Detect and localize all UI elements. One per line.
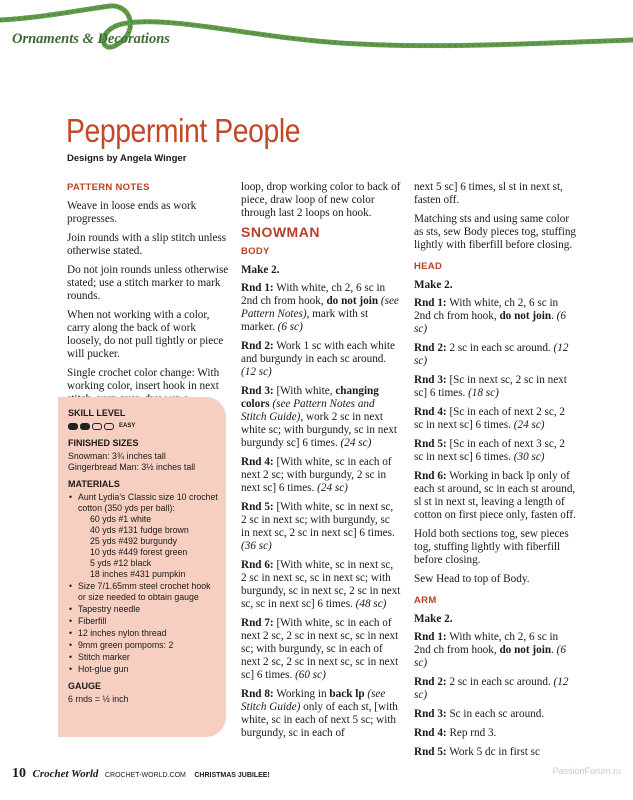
- skill-segment: [80, 423, 90, 430]
- byline: Designs by Angela Winger: [67, 153, 187, 164]
- rnd-7: Rnd 7: [With white, sc in each of next 2 sc, 2 sc in next sc, sc in next sc; with burgundy, sc in each of next 2 sc, 2 sc in next sc, sc in next sc] 6 times. (60 sc): [241, 617, 399, 681]
- color-item: 10 yds #449 forest green: [90, 547, 188, 557]
- make-count: Make 2.: [241, 264, 280, 276]
- materials-heading: MATERIALS: [68, 479, 120, 489]
- note-2: Join rounds with a slip stitch unless otherwise stated.: [67, 232, 227, 257]
- arm-rnd-3: Rnd 3: Sc in each sc around.: [414, 708, 545, 720]
- info-box: [58, 397, 226, 737]
- pattern-notes-heading: PATTERN NOTES: [67, 182, 150, 193]
- color-item: 40 yds #131 fudge brown: [90, 525, 189, 535]
- size-snowman: Snowman: 3¾ inches tall: [68, 451, 166, 461]
- color-item: 5 yds #12 black: [90, 558, 152, 568]
- rnd-8: Rnd 8: Working in back lp (see Stitch Guide) only of each st, [with white, sc in each of next 5 sc; with burgundy, sc in each of: [241, 688, 398, 739]
- finished-sizes-heading: FINISHED SIZES: [68, 438, 139, 448]
- size-gingerbread: Gingerbread Man: 3½ inches tall: [68, 462, 196, 472]
- column-1: [67, 181, 232, 412]
- section-tag: Ornaments & Decorations: [12, 31, 170, 47]
- material-item: • Stitch marker: [78, 652, 220, 663]
- edition-name: CHRISTMAS JUBILEE!: [194, 772, 270, 779]
- rnd-4: Rnd 4: [With white, sc in each of next 2 sc; with burgundy, 2 sc in next sc] 6 times. (24 sc): [241, 456, 392, 494]
- note-3: Do not join rounds unless otherwise stated; use a stitch marker to mark rounds.: [67, 264, 229, 302]
- magazine-name: Crochet World: [32, 768, 99, 780]
- note-5: Single crochet color change: With working color, insert hook in next: [67, 367, 220, 392]
- column-3: [414, 181, 576, 765]
- head-rnd-1: Rnd 1: With white, ch 2, 6 sc in 2nd ch from hook, do not join. (6 sc): [414, 297, 566, 335]
- head-rnd-5: Rnd 5: [Sc in each of next 3 sc, 2 sc in next sc] 6 times. (30 sc): [414, 438, 566, 463]
- magazine-site: CROCHET-WORLD.COM: [104, 772, 186, 779]
- arm-rnd-4: Rnd 4: Rep rnd 3.: [414, 727, 497, 739]
- gauge-heading: GAUGE: [68, 681, 102, 691]
- head-rnd-4: Rnd 4: [Sc in each of next 2 sc, 2 sc in next sc] 6 times. (24 sc): [414, 406, 566, 431]
- make-count: Make 2.: [414, 613, 453, 625]
- material-item: • Size 7/1.65mm steel crochet hook or size needed to obtain gauge: [78, 581, 220, 603]
- gauge-value: 6 rnds = ½ inch: [68, 694, 129, 704]
- rnd-5: Rnd 5: [With white, sc in next sc, 2 sc in next sc; with burgundy, sc in next sc, 2 sc in next sc] 6 times. (36 sc): [241, 501, 395, 552]
- skill-segment: [68, 423, 78, 430]
- color-item: 18 inches #431 pumpkin: [90, 569, 186, 579]
- arm-rnd-5: Rnd 5: Work 5 dc in first sc: [414, 746, 540, 758]
- skill-segment: [92, 423, 102, 430]
- skill-level-meter: [68, 421, 220, 432]
- skill-level-heading: SKILL LEVEL: [68, 408, 126, 418]
- material-item: • 12 inches nylon thread: [78, 628, 220, 639]
- watermark: PassionForum.ru: [552, 766, 621, 776]
- note-4: When not working with a color, carry along the back of work loosely, do not pull tightly or piece will pucker.: [67, 309, 224, 360]
- rnd-2: Rnd 2: Work 1 sc with each white and burgundy in each sc around. (12 sc): [241, 340, 395, 378]
- material-item: • Hot-glue gun: [78, 664, 220, 675]
- arm-heading: ARM: [414, 595, 437, 606]
- page-number: 10: [12, 766, 26, 781]
- rnd-6: Rnd 6: [With white, sc in next sc, 2 sc in next sc, sc in next sc; with burgundy, sc in next sc, 2 sc in next sc, sc in next sc] 6 times. (48 sc): [241, 559, 401, 610]
- page-title: Peppermint People: [66, 112, 301, 149]
- snowman-heading: SNOWMAN: [241, 224, 320, 240]
- make-count: Make 2.: [414, 279, 453, 291]
- column-2: [241, 181, 401, 746]
- page-footer: [12, 766, 270, 782]
- hold-text: Hold both sections tog, sew pieces tog, stuffing lightly with fiberfill before closing.: [414, 528, 569, 566]
- arm-rnd-2: Rnd 2: 2 sc in each sc around. (12 sc): [414, 676, 569, 701]
- body-heading: BODY: [241, 246, 270, 257]
- head-heading: HEAD: [414, 261, 443, 272]
- head-rnd-2: Rnd 2: 2 sc in each sc around. (12 sc): [414, 342, 569, 367]
- skill-segment: [104, 423, 114, 430]
- color-item: 25 yds #492 burgundy: [90, 536, 178, 546]
- material-item: • Fiberfill: [78, 616, 220, 627]
- continued-text: next 5 sc] 6 times, sl st in next st, fasten off.: [414, 181, 563, 206]
- material-item: • 9mm green pompoms: 2: [78, 640, 220, 651]
- arm-rnd-1: Rnd 1: With white, ch 2, 6 sc in 2nd ch from hook, do not join. (6 sc): [414, 631, 566, 669]
- skill-level-label: EASY: [119, 423, 136, 429]
- continued-text: loop, drop working color to back of piece, draw loop of new color through last 2 loops on hook.: [241, 181, 401, 219]
- head-rnd-3: Rnd 3: [Sc in next sc, 2 sc in next sc] 6 times. (18 sc): [414, 374, 567, 399]
- rnd-1: Rnd 1: With white, ch 2, 6 sc in 2nd ch from hook, do not join (see Pattern Notes), mark with st marker. (6 sc): [241, 282, 399, 333]
- head-rnd-6: Rnd 6: Working in back lp only of each st around, sc in each st around, sl st in next st, leaving a length of cotton on first piece only, fasten off.: [414, 470, 576, 521]
- matching-text: Matching sts and using same color as sts, sew Body pieces tog, stuffing lightly with fiberfill before closing.: [414, 213, 577, 251]
- note-1: Weave in loose ends as work progresses.: [67, 200, 197, 225]
- rnd-3: Rnd 3: [With white, changing colors (see Pattern Notes and Stitch Guide), work 2 sc in next white sc; with burgundy, sc in next burgundy sc] 6 times. (24 sc): [241, 385, 397, 449]
- material-item: • Aunt Lydia’s Classic size 10 crochet cotton (350 yds per ball): 60 yds #1 white 40 yds #131 fudge brown 25 yds #492 burgundy 10 yds #449 forest green 5 yds #12 black 18 inches #431 pumpkin: [78, 492, 220, 580]
- sew-text: Sew Head to top of Body.: [414, 573, 530, 585]
- color-item: 60 yds #1 white: [90, 514, 152, 524]
- material-item: • Tapestry needle: [78, 604, 220, 615]
